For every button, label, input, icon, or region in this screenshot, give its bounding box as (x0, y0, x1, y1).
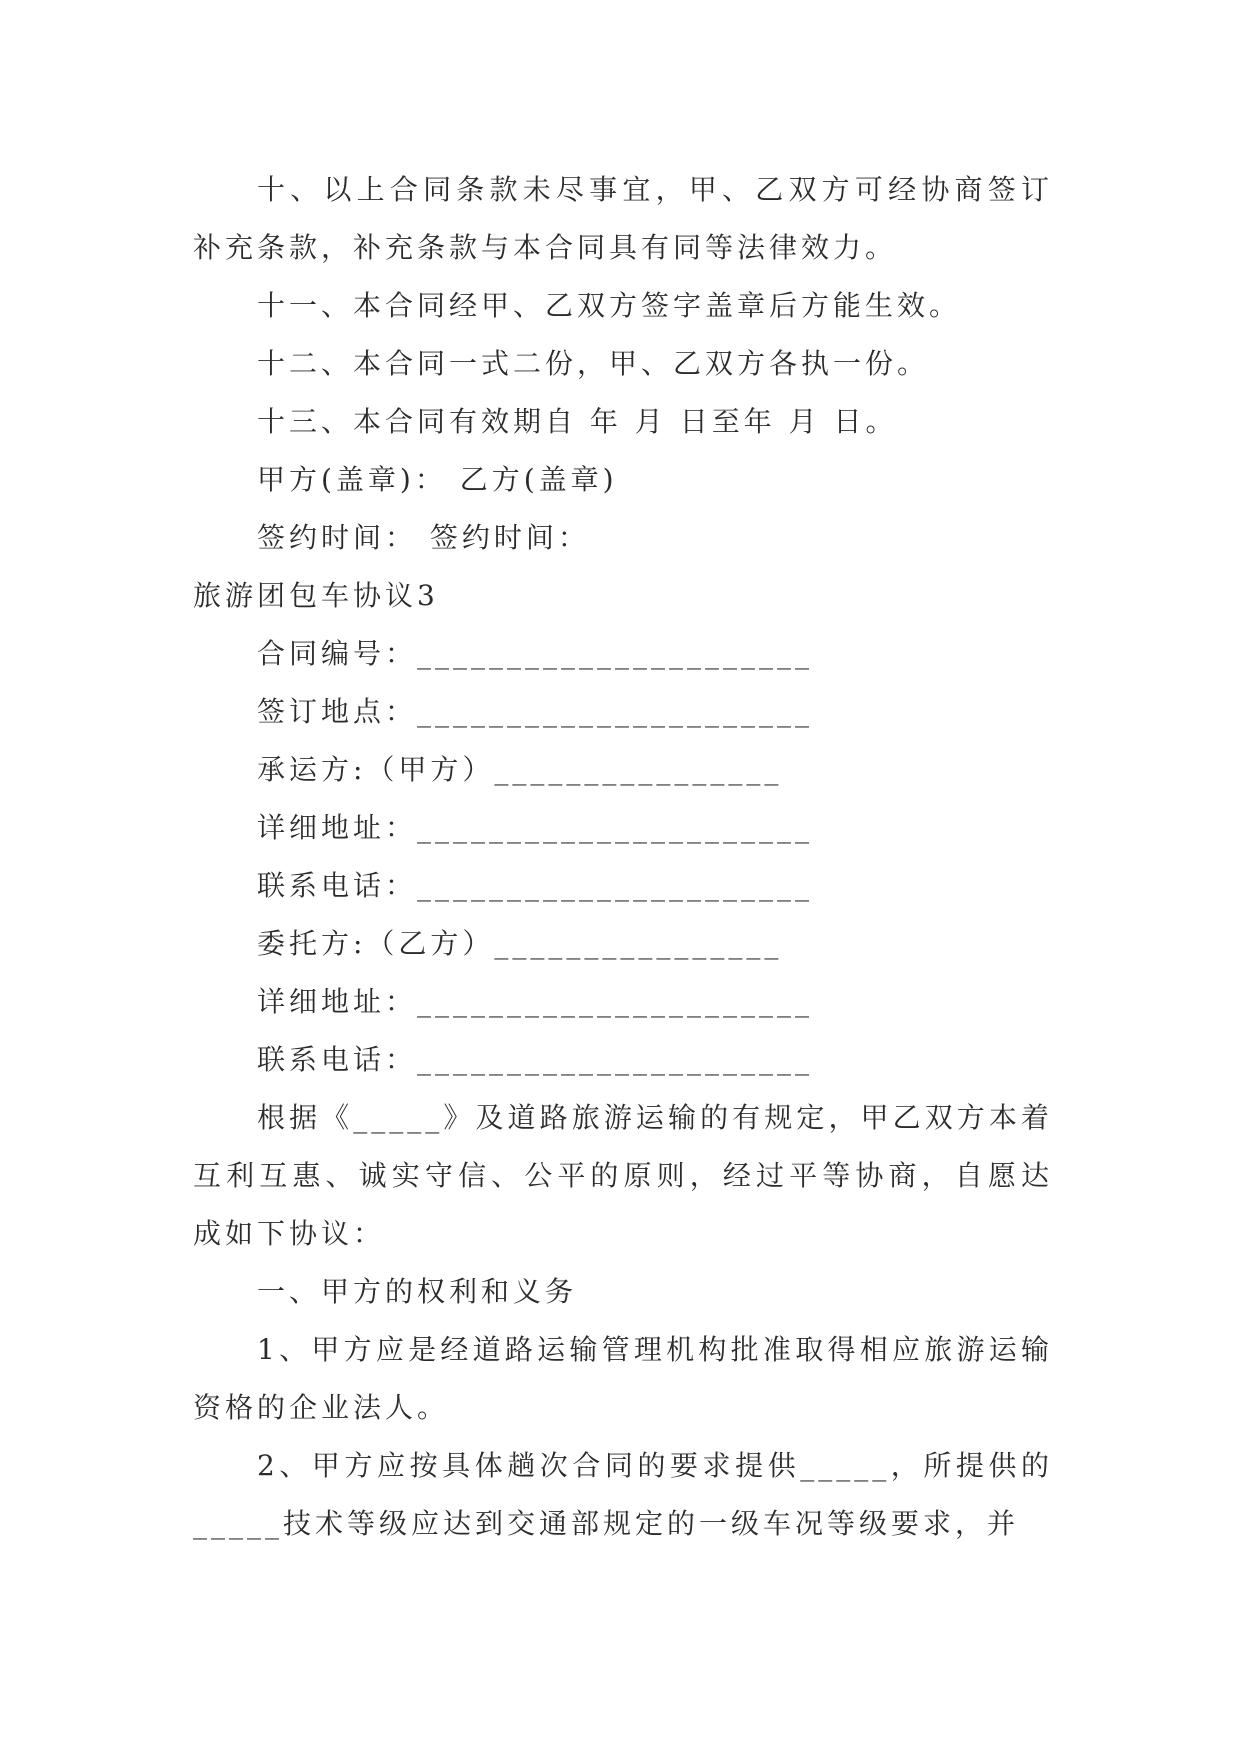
client-address-field: 详细地址：______________________ (257, 985, 814, 1018)
agreement-title: 旅游团包车协议3 (193, 579, 439, 612)
section-1-item-2: 2、甲方应按具体趟次合同的要求提供_____，所提供的_____技术等级应达到交通部规定的一级车况等级要求，并 (193, 1449, 1053, 1540)
contract-number-field: 合同编号：______________________ (257, 637, 814, 670)
clause-11: 十一、本合同经甲、乙双方签字盖章后方能生效。 (257, 289, 962, 322)
carrier-phone-field: 联系电话：______________________ (257, 869, 814, 902)
section-1-heading: 一、甲方的权利和义务 (257, 1275, 578, 1308)
client-phone-field: 联系电话：______________________ (257, 1043, 814, 1076)
document-body (193, 161, 1053, 1553)
carrier-party-field: 承运方:（甲方）________________ (257, 753, 783, 786)
party-seal-line: 甲方(盖章)： 乙方(盖章) (257, 463, 618, 496)
sign-time-line: 签约时间： 签约时间： (257, 521, 590, 554)
sign-location-field: 签订地点：______________________ (257, 695, 814, 728)
clause-13: 十三、本合同有效期自 年 月 日至年 月 日。 (257, 405, 898, 438)
preamble-paragraph: 根据《_____》及道路旅游运输的有规定，甲乙双方本着互利互惠、诚实守信、公平的原则，经过平等协商，自愿达成如下协议： (193, 1101, 1053, 1250)
section-1-item-1: 1、甲方应是经道路运输管理机构批准取得相应旅游运输资格的企业法人。 (193, 1333, 1053, 1424)
carrier-address-field: 详细地址：______________________ (257, 811, 814, 844)
client-party-field: 委托方:（乙方）________________ (257, 927, 783, 960)
clause-12: 十二、本合同一式二份，甲、乙双方各执一份。 (257, 347, 930, 380)
clause-10: 十、以上合同条款未尽事宜，甲、乙双方可经协商签订补充条款，补充条款与本合同具有同等法律效力。 (193, 173, 1053, 264)
